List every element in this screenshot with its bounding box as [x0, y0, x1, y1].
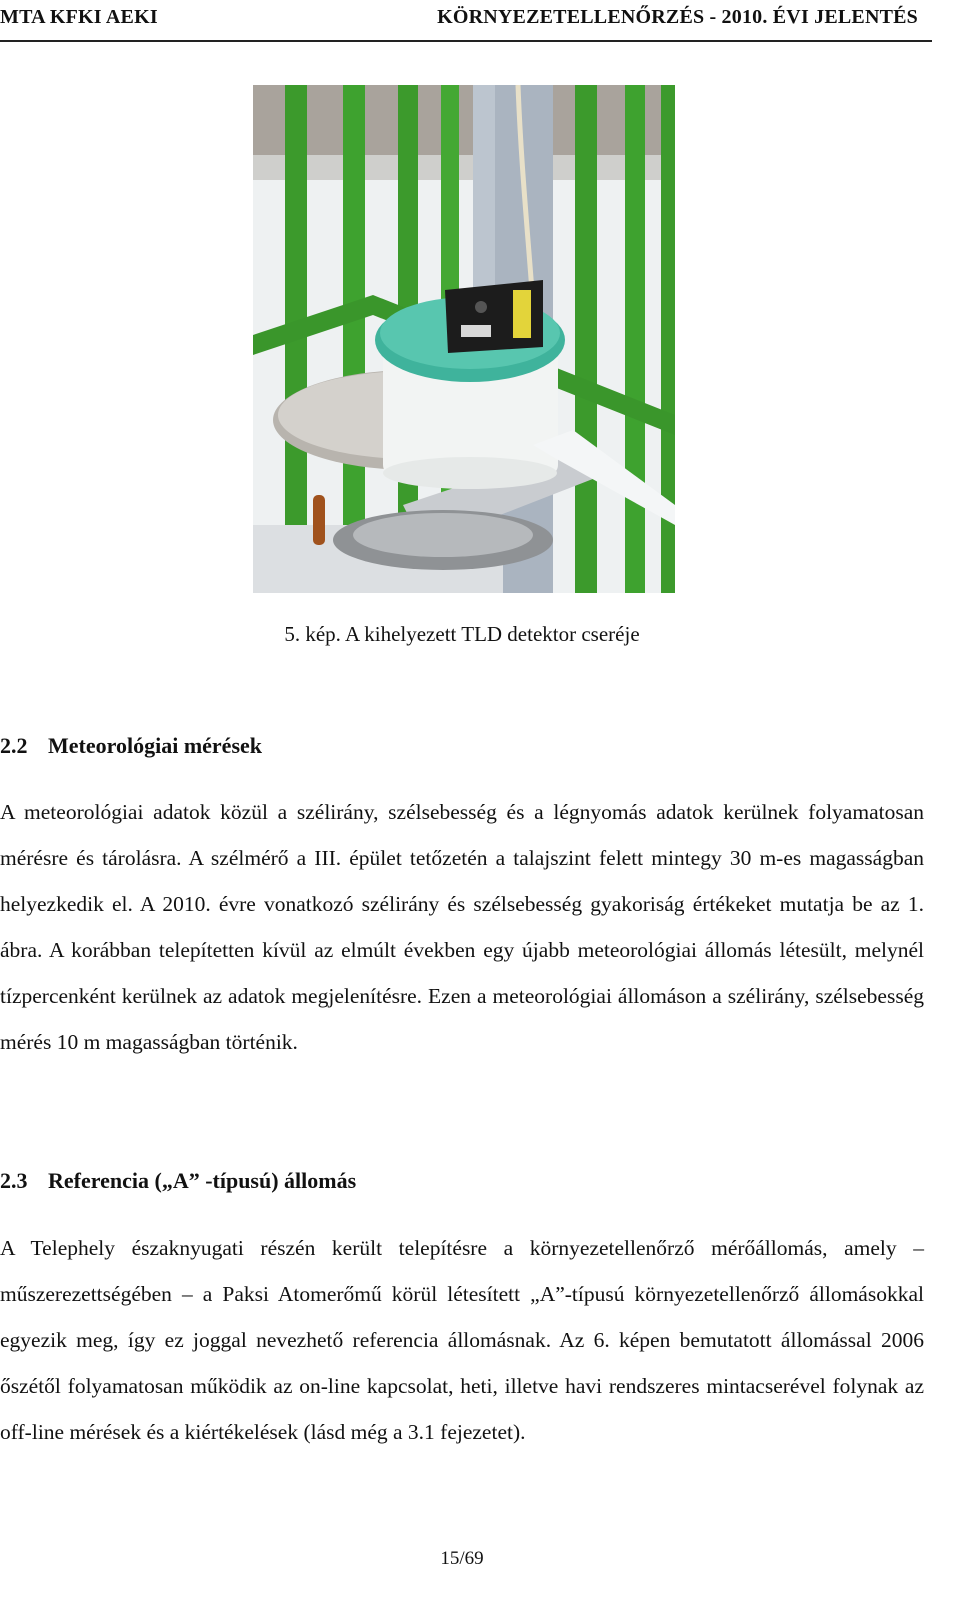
- tld-detector-photo: [253, 85, 675, 593]
- section-title: Referencia („A” -típusú) állomás: [48, 1168, 357, 1193]
- header-organization: MTA KFKI AEKI: [0, 6, 158, 28]
- reference-station-paragraph: A Telephely északnyugati részén került telepítésre a környezetellenőrző mérőállomás, amely – műszerezettségében – a Paksi Atomerőmű körül létesített „A”-típusú környezetellenőrző állomásokkal egyezik meg, így ez joggal nevezhető referencia állomásnak. Az 6. képen bemutatott állomással 2006 őszétől folyamatosan működik az on-line kapcsolat, heti, illetve havi rendszeres mintacserével folynak az off-line mérések és a kiértékelések (lásd még a 3.1 fejezetet).: [0, 1236, 924, 1444]
- page-header: [0, 6, 932, 42]
- page-number: 15/69: [440, 1548, 484, 1569]
- header-report-title: KÖRNYEZETELLENŐRZÉS - 2010. ÉVI JELENTÉS: [437, 6, 918, 28]
- section-number: 2.2: [0, 733, 28, 758]
- section-title: Meteorológiai mérések: [48, 733, 263, 758]
- figure-caption: 5. kép. A kihelyezett TLD detektor cseréje: [284, 622, 640, 646]
- section-heading-reference-station: [0, 1168, 356, 1194]
- meteorology-paragraph: A meteorológiai adatok közül a szélirány, szélsebesség és a légnyomás adatok kerülnek folyamatosan mérésre és tárolásra. A szélmérő a III. épület tetőzetén a talajszint felett mintegy 30 m-es magasságban helyezkedik el. A 2010. évre vonatkozó szélirány és szélsebesség gyakoriság értékeket mutatja be az 1. ábra. A korábban telepítetten kívül az elmúlt években egy újabb meteorológiai állomás létesült, melynél tízpercenként kerülnek az adatok megjelenítésre. Ezen a meteorológiai állomáson a szélirány, szélsebesség mérés 10 m magasságban történik.: [0, 800, 924, 1054]
- section-heading-meteorology: [0, 733, 262, 759]
- section-number: 2.3: [0, 1168, 28, 1193]
